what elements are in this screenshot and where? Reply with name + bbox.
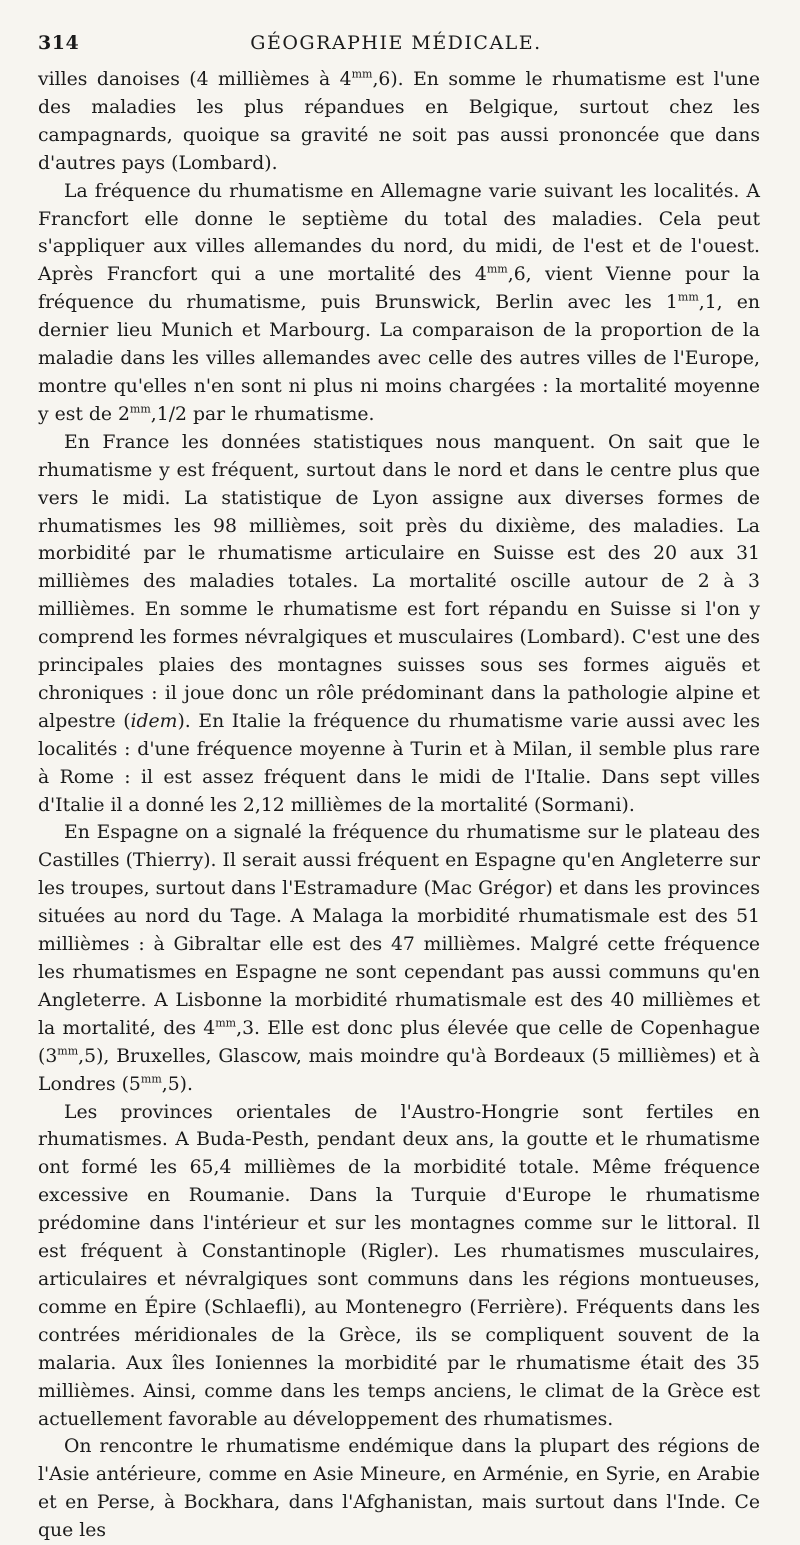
page-body <box>38 66 760 1545</box>
running-title: GÉOGRAPHIE MÉDICALE. <box>250 32 542 54</box>
paragraph: La fréquence du rhumatisme en Allemagne varie suivant les localités. A Francfort elle donne le septième du total des maladies. Cela peut s'appliquer aux villes allemandes du nord, du midi, de l'est et de l'ouest. Après Francfort qui a une mortalité des $4^{mm},6$, vient Vienne pour la fréquence du rhumatisme, puis Brunswick, Berlin avec les $1^{mm},1$, en dernier lieu Munich et Marbourg. La comparaison de la proportion de la maladie dans les villes allemandes avec celle des autres villes de l'Europe, montre qu'elles n'en sont ni plus ni moins chargées : la mortalité moyenne y est de $2^{mm},1/2$ par le rhumatisme. <box>38 180 760 425</box>
paragraph: En Espagne on a signalé la fréquence du rhumatisme sur le plateau des Castilles (Thierry). Il serait aussi fréquent en Espagne qu'en Angleterre sur les troupes, surtout dans l'Estramadure (Mac Grégor) et dans les provinces situées au nord du Tage. A Malaga la morbidité rhumatismale est des 51 millièmes : à Gibraltar elle est des 47 millièmes. Malgré cette fréquence les rhumatismes en Espagne ne sont cependant pas aussi communs qu'en Angleterre. A Lisbonne la morbidité rhumatismale est des 40 millièmes et la mortalité, des $4^{mm},3$. Elle est donc plus élevée que celle de Copenhague $(3^{mm},5)$, Bruxelles, Glascow, mais moindre qu'à Bordeaux (5 millièmes) et à Londres $(5^{mm},5)$. <box>38 822 760 1095</box>
paragraph: On rencontre le rhumatisme endémique dans la plupart des régions de l'Asie antérieure, comme en Asie Mineure, en Arménie, en Syrie, en Arabie et en Perse, à Bockhara, dans l'Afghanistan, mais surtout dans l'Inde. Ce que les <box>38 1436 760 1542</box>
paragraph: Les provinces orientales de l'Austro-Hongrie sont fertiles en rhumatismes. A Buda-Pesth, pendant deux ans, la goutte et le rhumatisme ont formé les 65,4 millièmes de la morbidité totale. Même fréquence excessive en Roumanie. Dans la Turquie d'Europe le rhumatisme prédomine dans l'intérieur et sur les montagnes comme sur le littoral. Il est fréquent à Constantinople (Rigler). Les rhumatismes musculaires, articulaires et névralgiques sont communs dans les régions montueuses, comme en Épire (Schlaefli), au Montenegro (Ferrière). Fréquents dans les contrées méridionales de la Grèce, ils se compliquent souvent de la malaria. Aux îles Ioniennes la morbidité par le rhumatisme était des 35 millièmes. Ainsi, comme dans les temps anciens, le climat de la Grèce est actuellement favorable au développement des rhumatismes. <box>38 1101 760 1430</box>
page-header <box>38 32 754 62</box>
page-number: 314 <box>38 32 80 54</box>
paragraph: villes danoises (4 millièmes à $4^{mm},6$). En somme le rhumatisme est l'une des maladies les plus répandues en Belgique, surtout chez les campagnards, quoique sa gravité ne soit pas aussi prononcée que dans d'autres pays (Lombard). <box>38 67 760 174</box>
paragraph: En France les données statistiques nous manquent. On sait que le rhumatisme y est fréquent, surtout dans le nord et dans le centre plus que vers le midi. La statistique de Lyon assigne aux diverses formes de rhumatismes les 98 millièmes, soit près du dixième, des maladies. La morbidité par le rhumatisme articulaire en Suisse est des 20 aux 31 millièmes des maladies totales. La mortalité oscille autour de 2 à 3 millièmes. En somme le rhumatisme est fort répandu en Suisse si l'on y comprend les formes névralgiques et musculaires (Lombard). C'est une des principales plaies des montagnes suisses sous ses formes aiguës et chroniques : il joue donc un rôle prédominant dans la pathologie alpine et alpestre (idem). En Italie la fréquence du rhumatisme varie aussi avec les localités : d'une fréquence moyenne à Turin et à Milan, il semble plus rare à Rome : il est assez fréquent dans le midi de l'Italie. Dans sept villes d'Italie il a donné les 2,12 millièmes de la mortalité (Sormani). <box>38 431 760 816</box>
